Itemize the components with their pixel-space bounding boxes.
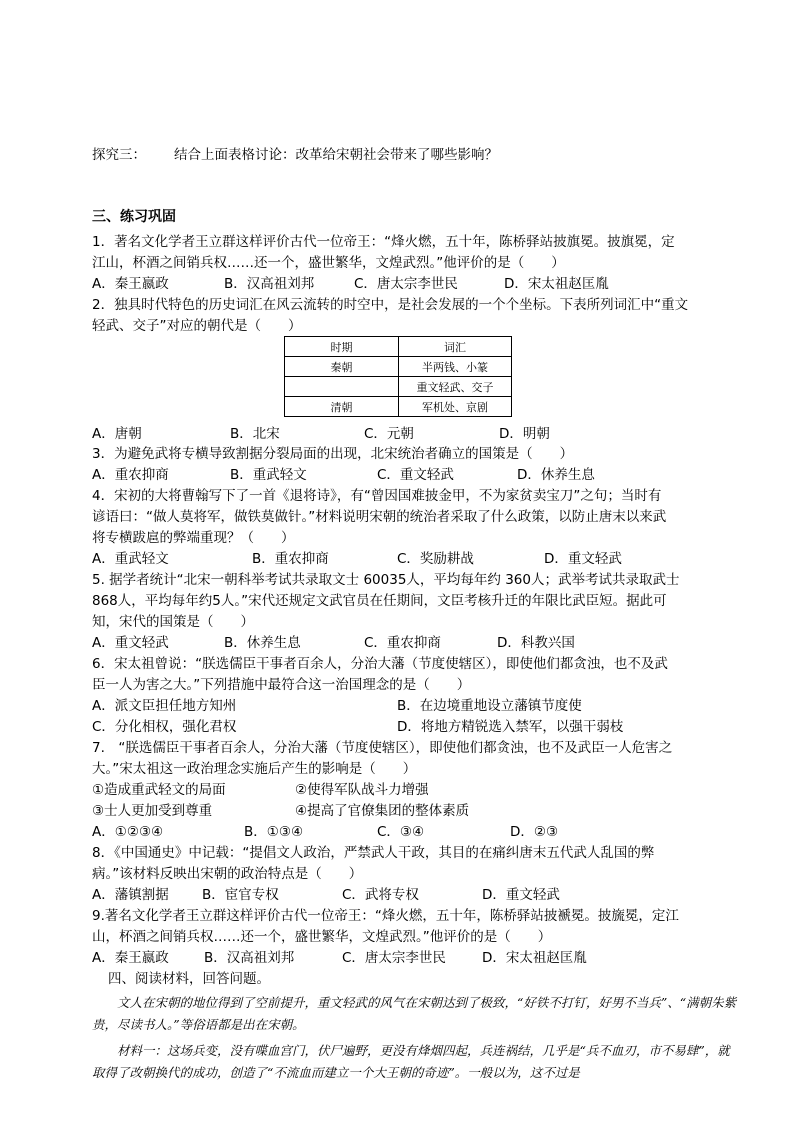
q1-option-a[interactable]: A．秦王嬴政 [92,276,169,292]
q6-line2: 臣一人为害之大。”下列措施中最符合这一治国理念的是（ ） [92,677,471,693]
q1-option-b[interactable]: B．汉高祖刘邦 [224,276,315,292]
table-row [285,397,512,417]
table-row [285,377,512,397]
q2-option-b[interactable]: B．北宋 [230,426,280,442]
q8-option-c[interactable]: C．武将专权 [342,887,419,903]
q9-option-a[interactable]: A．秦王嬴政 [92,950,169,966]
q5-option-c[interactable]: C．重农抑商 [364,635,441,651]
q8-line1: 8．《中国通史》中记载：“提倡文人政治，严禁武人干政，其目的在痛纠唐末五代武人乱国的弊 [92,845,655,861]
q7-line2: 大。”宋太祖这一政治理念实施后产生的影响是（ ） [92,761,417,777]
q8-option-b[interactable]: B．宦官专权 [202,887,279,903]
q9-option-b[interactable]: B．汉高祖刘邦 [204,950,295,966]
q8-option-d[interactable]: D．重文轻武 [482,887,560,903]
q1-line1: 1．著名文化学者王立群这样评价古代一位帝王：“烽火燃，五十年，陈桥驿站披旗冕。披旗冕，定 [92,234,675,250]
q6-option-d[interactable]: D．将地方精锐选入禁军，以强干弱枝 [397,719,624,735]
q1-option-d[interactable]: D．宋太祖赵匡胤 [504,276,609,292]
q5-option-b[interactable]: B．休养生息 [224,635,301,651]
q6-option-b[interactable]: B．在边境重地设立藩镇节度使 [397,698,582,714]
q4-line2: 谚语曰：“做人莫将军，做铁莫做针。”材料说明宋朝的统治者采取了什么政策，以防止唐末以来武 [92,509,667,525]
explore-question: 结合上面表格讨论：改革给宋朝社会带来了哪些影响？ [174,147,498,163]
q7-item-2: ②使得军队战斗力增强 [295,782,429,798]
q2-option-d[interactable]: D．明朝 [499,426,550,442]
q2-option-a[interactable]: A．唐朝 [92,426,142,442]
q4-option-b[interactable]: B．重农抑商 [252,551,329,567]
q2-era-vocab-table [284,336,512,417]
q7-line1: 7. “朕选儒臣干事者百余人，分治大藩（节度使辖区），即使他们都贪浊，也不及武臣一人危害之 [92,740,673,756]
q2-line1: 2．独具时代特色的历史词汇在风云流转的时空中，是社会发展的一个个坐标。下表所列词汇中“重文 [92,297,689,313]
q5-line2: 868人，平均每年约5人。”宋代还规定文武官员在任期间，文臣考核升迁的年限比武臣短。据此可 [92,593,667,609]
section3-title: 三、练习巩固 [92,209,176,225]
q7-option-b[interactable]: B．①③④ [244,824,304,840]
q5-option-a[interactable]: A．重文轻武 [92,635,169,651]
q3-option-a[interactable]: A．重农抑商 [92,467,169,483]
reading-paragraph-1: 文人在宋朝的地位得到了空前提升，重文轻武的风气在宋朝达到了极致，“好铁不打钉，好男不当兵”、“满朝朱紫贵，尽读书人。”等俗语都是出在宋朝。 [92,995,737,1032]
q4-option-c[interactable]: C．奖励耕战 [397,551,474,567]
q7-item-1: ①造成重武轻文的局面 [92,782,226,798]
q5-line1: 5. 据学者统计“北宋一朝科举考试共录取文士 60035人，平均每年约 360人；武举考试共录取武士 [92,572,680,588]
q6-option-c[interactable]: C．分化相权，强化君权 [92,719,237,735]
explore-label: 探究三： [92,147,146,163]
q4-line1: 4．宋初的大将曹翰写下了一首《退将诗》，有“曾因国难披金甲，不为家贫卖宝刀”之句；当时有 [92,488,662,504]
table-cell: 重文轻武、交子 [399,377,512,397]
q7-option-a[interactable]: A．①②③④ [92,824,164,840]
table-header-row [285,337,512,357]
q8-line2: 病。”该材料反映出宋朝的政治特点是（ ） [92,866,363,882]
q9-line1: 9.著名文化学者王立群这样评价古代一位帝王：“烽火燃，五十年，陈桥驿站披褫冕。披旒冕，定江 [92,908,679,924]
q5-line3: 知，宋代的国策是（ ） [92,614,254,630]
q3-option-b[interactable]: B．重武轻文 [230,467,307,483]
q4-line3: 将专横跋扈的弊端重现？（ ） [92,530,295,546]
q8-option-a[interactable]: A．藩镇割据 [92,887,169,903]
table-cell: 清朝 [285,397,399,417]
reading-paragraph-2: 材料一：这场兵变，没有喋血宫门，伏尸遍野，更没有烽烟四起，兵连祸结，几乎是“兵不血刃，市不易肆”，就取得了改朝换代的成功，创造了“不流血而建立一个大王朝的奇迹”。一般以为，这不过是 [92,1043,730,1080]
section4-title: 四、阅读材料，回答问题。 [108,971,270,987]
q6-option-a[interactable]: A．派文臣担任地方知州 [92,698,237,714]
q7-item-4: ④提高了官僚集团的整体素质 [295,803,470,819]
q7-option-c[interactable]: C．③④ [377,824,425,840]
q9-option-d[interactable]: D．宋太祖赵匡胤 [482,950,587,966]
q3-option-d[interactable]: D．休养生息 [517,467,595,483]
q9-line2: 山，杯酒之间销兵权……还一个，盛世繁华，文煌武烈。”他评价的是（ ） [92,929,552,945]
table-header-vocab: 词汇 [399,337,512,357]
table-header-period: 时期 [285,337,399,357]
q3-option-c[interactable]: C．重文轻武 [377,467,454,483]
table-cell: 秦朝 [285,357,399,377]
q6-line1: 6．宋太祖曾说：“朕选儒臣干事者百余人，分治大藩（节度使辖区），即使他们都贪浊，也不及武 [92,656,668,672]
q1-option-c[interactable]: C．唐太宗李世民 [354,276,458,292]
q4-option-a[interactable]: A．重武轻文 [92,551,169,567]
table-row [285,357,512,377]
q5-option-d[interactable]: D．科教兴国 [497,635,575,651]
table-cell [285,377,399,397]
table-cell: 军机处、京剧 [399,397,512,417]
table-cell: 半两钱、小篆 [399,357,512,377]
q9-option-c[interactable]: C．唐太宗李世民 [342,950,446,966]
q2-option-c[interactable]: C．元朝 [364,426,414,442]
q1-line2: 江山，杯酒之间销兵权……还一个，盛世繁华，文煌武烈。”他评价的是（ ） [92,255,565,271]
q2-line2: 轻武、交子”对应的朝代是（ ） [92,318,302,334]
q7-option-d[interactable]: D．②③ [510,824,559,840]
q4-option-d[interactable]: D．重文轻武 [544,551,622,567]
q3-line1: 3．为避免武将专横导致割据分裂局面的出现，北宋统治者确立的国策是（ ） [92,446,574,462]
explore-line [92,145,498,165]
q7-item-3: ③士人更加受到尊重 [92,803,213,819]
